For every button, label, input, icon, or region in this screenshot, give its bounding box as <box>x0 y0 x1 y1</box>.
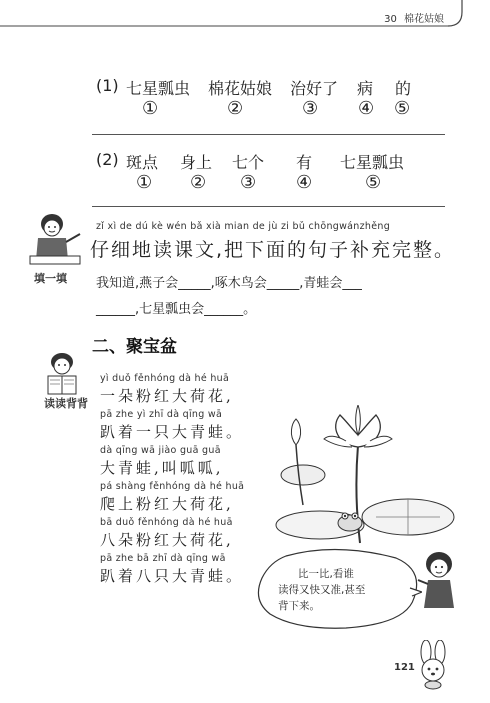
poem-line: 趴着一只大青蛙。 <box>100 423 245 441</box>
order-circle: ⑤ <box>394 98 411 119</box>
word-card: 有 <box>296 153 313 172</box>
order-circle: ④ <box>358 98 375 119</box>
instruction-pinyin: zǐ xì de dú kè wén bǎ xià mian de jù zi bǔ chōngwánzhěng <box>96 221 391 232</box>
poem-pinyin: dà qīng wā jiào guā guā <box>100 445 221 456</box>
order-circle: ② <box>190 172 207 193</box>
row-prefix: (2) <box>96 150 119 169</box>
speech-bubble-text <box>278 566 406 614</box>
boy-writing-icon <box>28 212 84 270</box>
word-card: 七个 <box>232 153 265 172</box>
poem-line: 大青蛙,叫呱呱, <box>100 459 224 477</box>
fill-blank-line: ______,七星瓢虫会______。 <box>96 302 257 317</box>
page-header <box>384 10 444 25</box>
bubble-line: 背下来。 <box>278 600 320 612</box>
girl-pointing-icon <box>416 550 462 612</box>
word-card: 治好了 <box>290 79 339 98</box>
order-circle: ③ <box>302 98 319 119</box>
word-card: 的 <box>395 79 412 98</box>
task-label: 读读背背 <box>44 397 88 410</box>
poem <box>100 553 244 586</box>
boy-reading-icon <box>40 352 84 396</box>
poem <box>100 481 244 514</box>
poem <box>100 517 234 550</box>
bubble-line: 比一比,看谁 <box>298 568 354 580</box>
poem <box>100 409 244 442</box>
poem-pinyin: pā zhe bā zhī dà qīng wā <box>100 553 226 564</box>
poem-line: 爬上粉红大荷花, <box>100 495 234 513</box>
poem-pinyin: bā duǒ fěnhóng dà hé huā <box>100 517 233 528</box>
word-card: 病 <box>357 79 374 98</box>
task-label: 填一填 <box>34 272 67 285</box>
rabbit-icon <box>412 640 456 690</box>
order-circle: ① <box>136 172 153 193</box>
fill-blank-line: 我知道,燕子会_____,啄木鸟会_____,青蛙会___ <box>96 276 362 291</box>
poem-pinyin: pá shàng fěnhóng dà hé huā <box>100 481 245 492</box>
poem-pinyin: pā zhe yì zhī dà qīng wā <box>100 409 223 420</box>
answer-line <box>92 206 445 207</box>
lesson-number: 30 <box>384 14 397 25</box>
poem-line: 趴着八只大青蛙。 <box>100 567 245 585</box>
word-card: 身上 <box>180 153 213 172</box>
word-card: 七星瓢虫 <box>340 153 405 172</box>
word-card: 棉花姑娘 <box>208 79 273 98</box>
word-card: 斑点 <box>126 153 159 172</box>
lotus-frog-illustration <box>268 405 458 550</box>
poem-line: 八朵粉红大荷花, <box>100 531 234 549</box>
page-number: 121 <box>394 662 415 673</box>
poem-line: 一朵粉红大荷花, <box>100 387 234 405</box>
word-card: 七星瓢虫 <box>126 79 191 98</box>
bubble-line: 读得又快又准,甚至 <box>278 584 366 596</box>
order-circle: ⑤ <box>365 172 382 193</box>
row-prefix: (1) <box>96 76 119 95</box>
poem-pinyin: yì duǒ fěnhóng dà hé huā <box>100 373 230 384</box>
order-circle: ① <box>142 98 159 119</box>
section-title: 二、聚宝盆 <box>92 337 177 357</box>
instruction-text: 仔细地读课文,把下面的句子补充完整。 <box>90 239 456 261</box>
order-circle: ③ <box>240 172 257 193</box>
poem <box>100 445 224 478</box>
lesson-title: 棉花姑娘 <box>404 14 444 25</box>
poem <box>100 373 234 406</box>
answer-line <box>92 134 445 135</box>
order-circle: ② <box>227 98 244 119</box>
order-circle: ④ <box>296 172 313 193</box>
